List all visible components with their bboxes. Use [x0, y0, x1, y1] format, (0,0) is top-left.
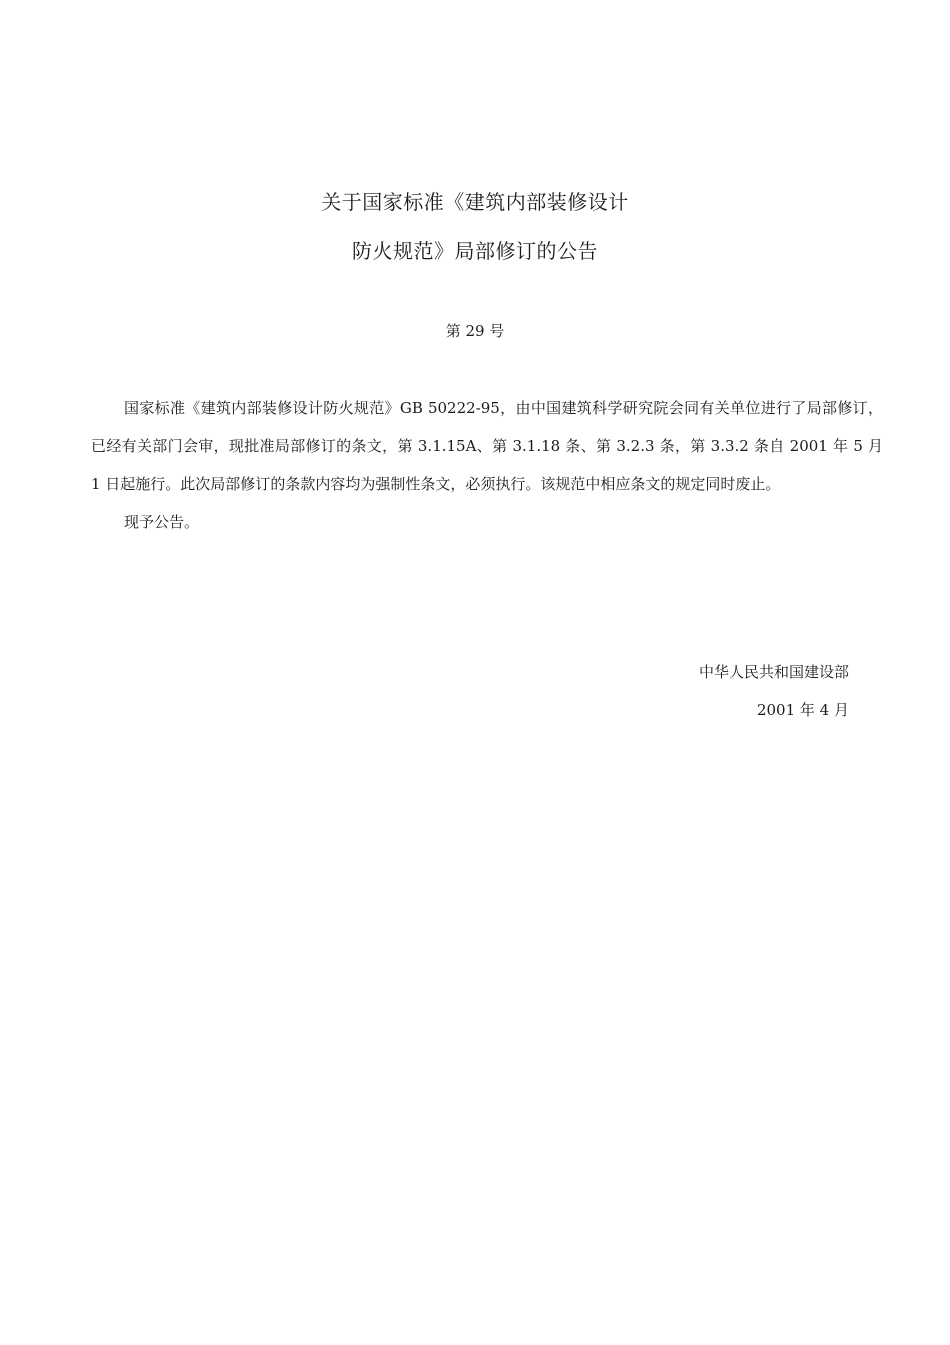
document-title-line-2: 防火规范》局部修订的公告	[352, 239, 598, 263]
document-title-line-1: 关于国家标准《建筑内部装修设计	[321, 190, 629, 214]
signature-block	[699, 653, 849, 729]
announcement-number: 第 29 号	[445, 322, 505, 340]
issue-date: 2001 年 4 月	[756, 701, 849, 719]
closing-paragraph: 现予公告。	[124, 513, 200, 531]
body-paragraph: 国家标准《建筑内部装修设计防火规范》GB 50222-95，由中国建筑科学研究院会同有关单位进行了局部修订，已经有关部门会审，现批准局部修订的条文，第 3.1.15A、第 3.1.18 条、第 3.2.3 条，第 3.3.2 条自 2001 年 5 月 1 日起施行。此次局部修订的条款内容均为强制性条文，必须执行。该规范中相应条文的规定同时废止。	[91, 399, 883, 493]
issuer-name: 中华人民共和国建设部	[698, 663, 849, 681]
announcement-body	[91, 389, 883, 541]
